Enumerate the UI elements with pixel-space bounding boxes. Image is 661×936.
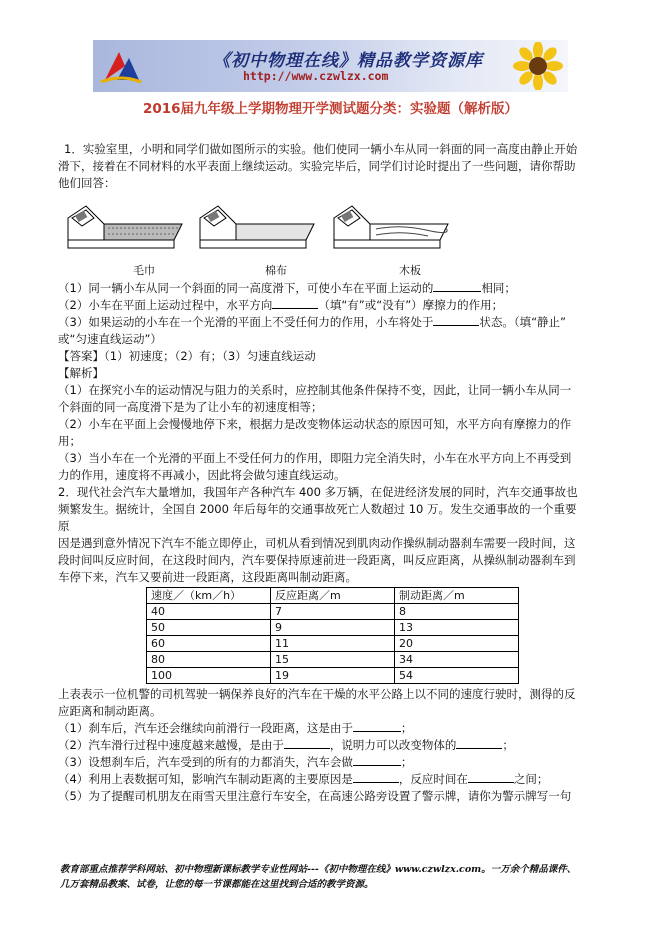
- q1-analysis-line: （2）小车在平面上会慢慢地停下来，根据力是改变物体运动状态的原因可知，水平方向有摩擦力的作用；: [58, 417, 572, 448]
- ramp-wood-figure: [330, 196, 452, 262]
- answer-blank[interactable]: [284, 737, 330, 749]
- figure-caption-wood: 木板: [399, 264, 421, 277]
- q1-intro-line: 1．实验室里，小明和同学们做如图所示的实验。他们使同一辆小车从同一斜面的同一高度由静止开始: [64, 142, 578, 156]
- q1-analysis-line: 力的作用，速度将不再减小，因此将会做匀速直线运动。: [58, 468, 346, 482]
- table-cell: 20: [395, 636, 519, 652]
- table-row: [147, 668, 519, 684]
- answer-blank[interactable]: [353, 771, 399, 783]
- page-footer: [60, 862, 620, 892]
- ramp-towel-figure: [64, 196, 186, 262]
- figure-caption-towel: 毛巾: [133, 264, 155, 277]
- table-row: [147, 620, 519, 636]
- table-header-row: [147, 588, 519, 604]
- answer-blank[interactable]: [468, 771, 514, 783]
- q2-subquestion-2: （2）汽车滑行过程中速度越来越慢，是由于 ，说明力可以改变物体的 ；: [58, 738, 514, 752]
- page-title: 2016届九年级上学期物理开学测试题分类：实验题（解析版）: [142, 101, 519, 117]
- experiment-figures: [58, 192, 588, 280]
- q1-intro-line: 他们回答：: [58, 176, 116, 190]
- table-cell: 54: [395, 668, 519, 684]
- q2-intro-line: 车停下来，汽车又要前进一段距离，这段距离叫制动距离。: [58, 570, 357, 584]
- document-body: [58, 141, 588, 805]
- answer-blank[interactable]: [433, 280, 481, 292]
- table-cell: 40: [147, 604, 271, 620]
- table-row: [147, 604, 519, 620]
- answer-blank[interactable]: [353, 720, 401, 732]
- table-cell: 60: [147, 636, 271, 652]
- answer-blank[interactable]: [456, 737, 502, 749]
- q2-intro-line: 2．现代社会汽车大量增加，我国年产各种汽车 400 多万辆，在促进经济发展的同时，汽车交通事故也: [58, 485, 578, 499]
- q1-intro-line: 滑下，接着在不同材料的水平表面上继续运动。实验完毕后，同学们讨论时提出了一些问题，请你帮助: [58, 159, 576, 173]
- table-cell: 11: [271, 636, 395, 652]
- table-header-cell: 制动距离／m: [395, 588, 519, 604]
- q1-subquestion-1: （1）同一辆小车从同一个斜面的同一高度滑下，可使小车在平面上运动的 相同；: [58, 281, 516, 295]
- table-header-cell: 反应距离／m: [271, 588, 395, 604]
- q1-analysis-line: 个斜面的同一高度滑下是为了让小车的初速度相等；: [58, 400, 323, 414]
- answer-blank[interactable]: [433, 314, 479, 326]
- q1-analysis-line: （3）当小车在一个光滑的平面上不受任何力的作用，即阻力完全消失时，小车在水平方向上不再受到: [58, 451, 572, 465]
- site-logo-icon: [99, 46, 143, 86]
- answer-blank[interactable]: [272, 297, 318, 309]
- table-cell: 15: [271, 652, 395, 668]
- q1-answer: 【答案】（1）初速度；（2）有；（3）匀速直线运动: [58, 349, 316, 363]
- table-cell: 34: [395, 652, 519, 668]
- answer-blank[interactable]: [353, 754, 401, 766]
- q2-subquestion-3: （3）设想刹车后，汽车受到的所有的力都消失，汽车会做 ；: [58, 755, 413, 769]
- q2-intro-line: 频繁发生。据统计，全国自 2000 年后每年的交通事故死亡人数超过 10 万。发生交通事故的一个重要原: [58, 502, 577, 533]
- braking-distance-table: [146, 587, 519, 684]
- q1-subquestion-2: （2）小车在平面上运动过程中，水平方向 （填“有”或“没有”）摩擦力的作用；: [58, 298, 504, 312]
- table-cell: 9: [271, 620, 395, 636]
- q2-after-table-line: 上表表示一位机警的司机驾驶一辆保养良好的汽车在干燥的水平公路上以不同的速度行驶时，测得的反: [58, 687, 576, 701]
- q1-subquestion-3: （3）如果运动的小车在一个光滑的平面上不受任何力的作用，小车将处于 状态。（填“静止”: [58, 315, 566, 329]
- table-row: [147, 652, 519, 668]
- table-cell: 8: [395, 604, 519, 620]
- figure-caption-cotton: 棉布: [265, 264, 287, 277]
- table-cell: 7: [271, 604, 395, 620]
- table-cell: 19: [271, 668, 395, 684]
- banner-title: 《初中物理在线》精品教学资源库: [213, 51, 483, 71]
- q2-subquestion-4: （4）利用上表数据可知，影响汽车制动距离的主要原因是 ，反应时间在 之间；: [58, 772, 549, 786]
- ramp-cotton-figure: [196, 196, 318, 262]
- table-header-cell: 速度／（km／h）: [147, 588, 271, 604]
- table-cell: 13: [395, 620, 519, 636]
- q2-subquestion-1: （1）刹车后，汽车还会继续向前滑行一段距离，这是由于 ；: [58, 721, 413, 735]
- table-row: [147, 636, 519, 652]
- sunflower-icon: [494, 42, 564, 90]
- table-cell: 50: [147, 620, 271, 636]
- q1-subquestion-3-cont: 或“匀速直线运动”）: [58, 332, 162, 346]
- footer-line: 几万套精品教案、试卷，让您的每一节课都能在这里找到合适的教学资源。: [60, 879, 374, 890]
- banner-url: http://www.czwlzx.com: [243, 69, 389, 83]
- table-cell: 100: [147, 668, 271, 684]
- q2-intro-line: 因是遇到意外情况下汽车不能立即停止，司机从看到情况到肌肉动作操纵制动器刹车需要一段时间，这: [58, 536, 576, 550]
- table-cell: 80: [147, 652, 271, 668]
- q2-intro-line: 段时间叫反应时间，在这段时间内，汽车要保持原速前进一段距离，叫反应距离，从操纵制动器刹车到: [58, 553, 576, 567]
- q2-subquestion-5: （5）为了提醒司机朋友在雨雪天里注意行车安全，在高速公路旁设置了警示牌，请你为警示牌写一句: [58, 789, 572, 803]
- footer-line: 教育部重点推荐学科网站、初中物理新课标教学专业性网站---《初中物理在线》www.czwlzx.com。一万余个精品课件、: [60, 864, 577, 875]
- q2-after-table-line: 应距离和制动距离。: [58, 704, 162, 718]
- q1-analysis-line: （1）在探究小车的运动情况与阻力的关系时，应控制其他条件保持不变，因此，让同一辆小车从同一: [58, 383, 572, 397]
- site-banner: [93, 40, 568, 92]
- q1-analysis-heading: 【解析】: [58, 366, 104, 380]
